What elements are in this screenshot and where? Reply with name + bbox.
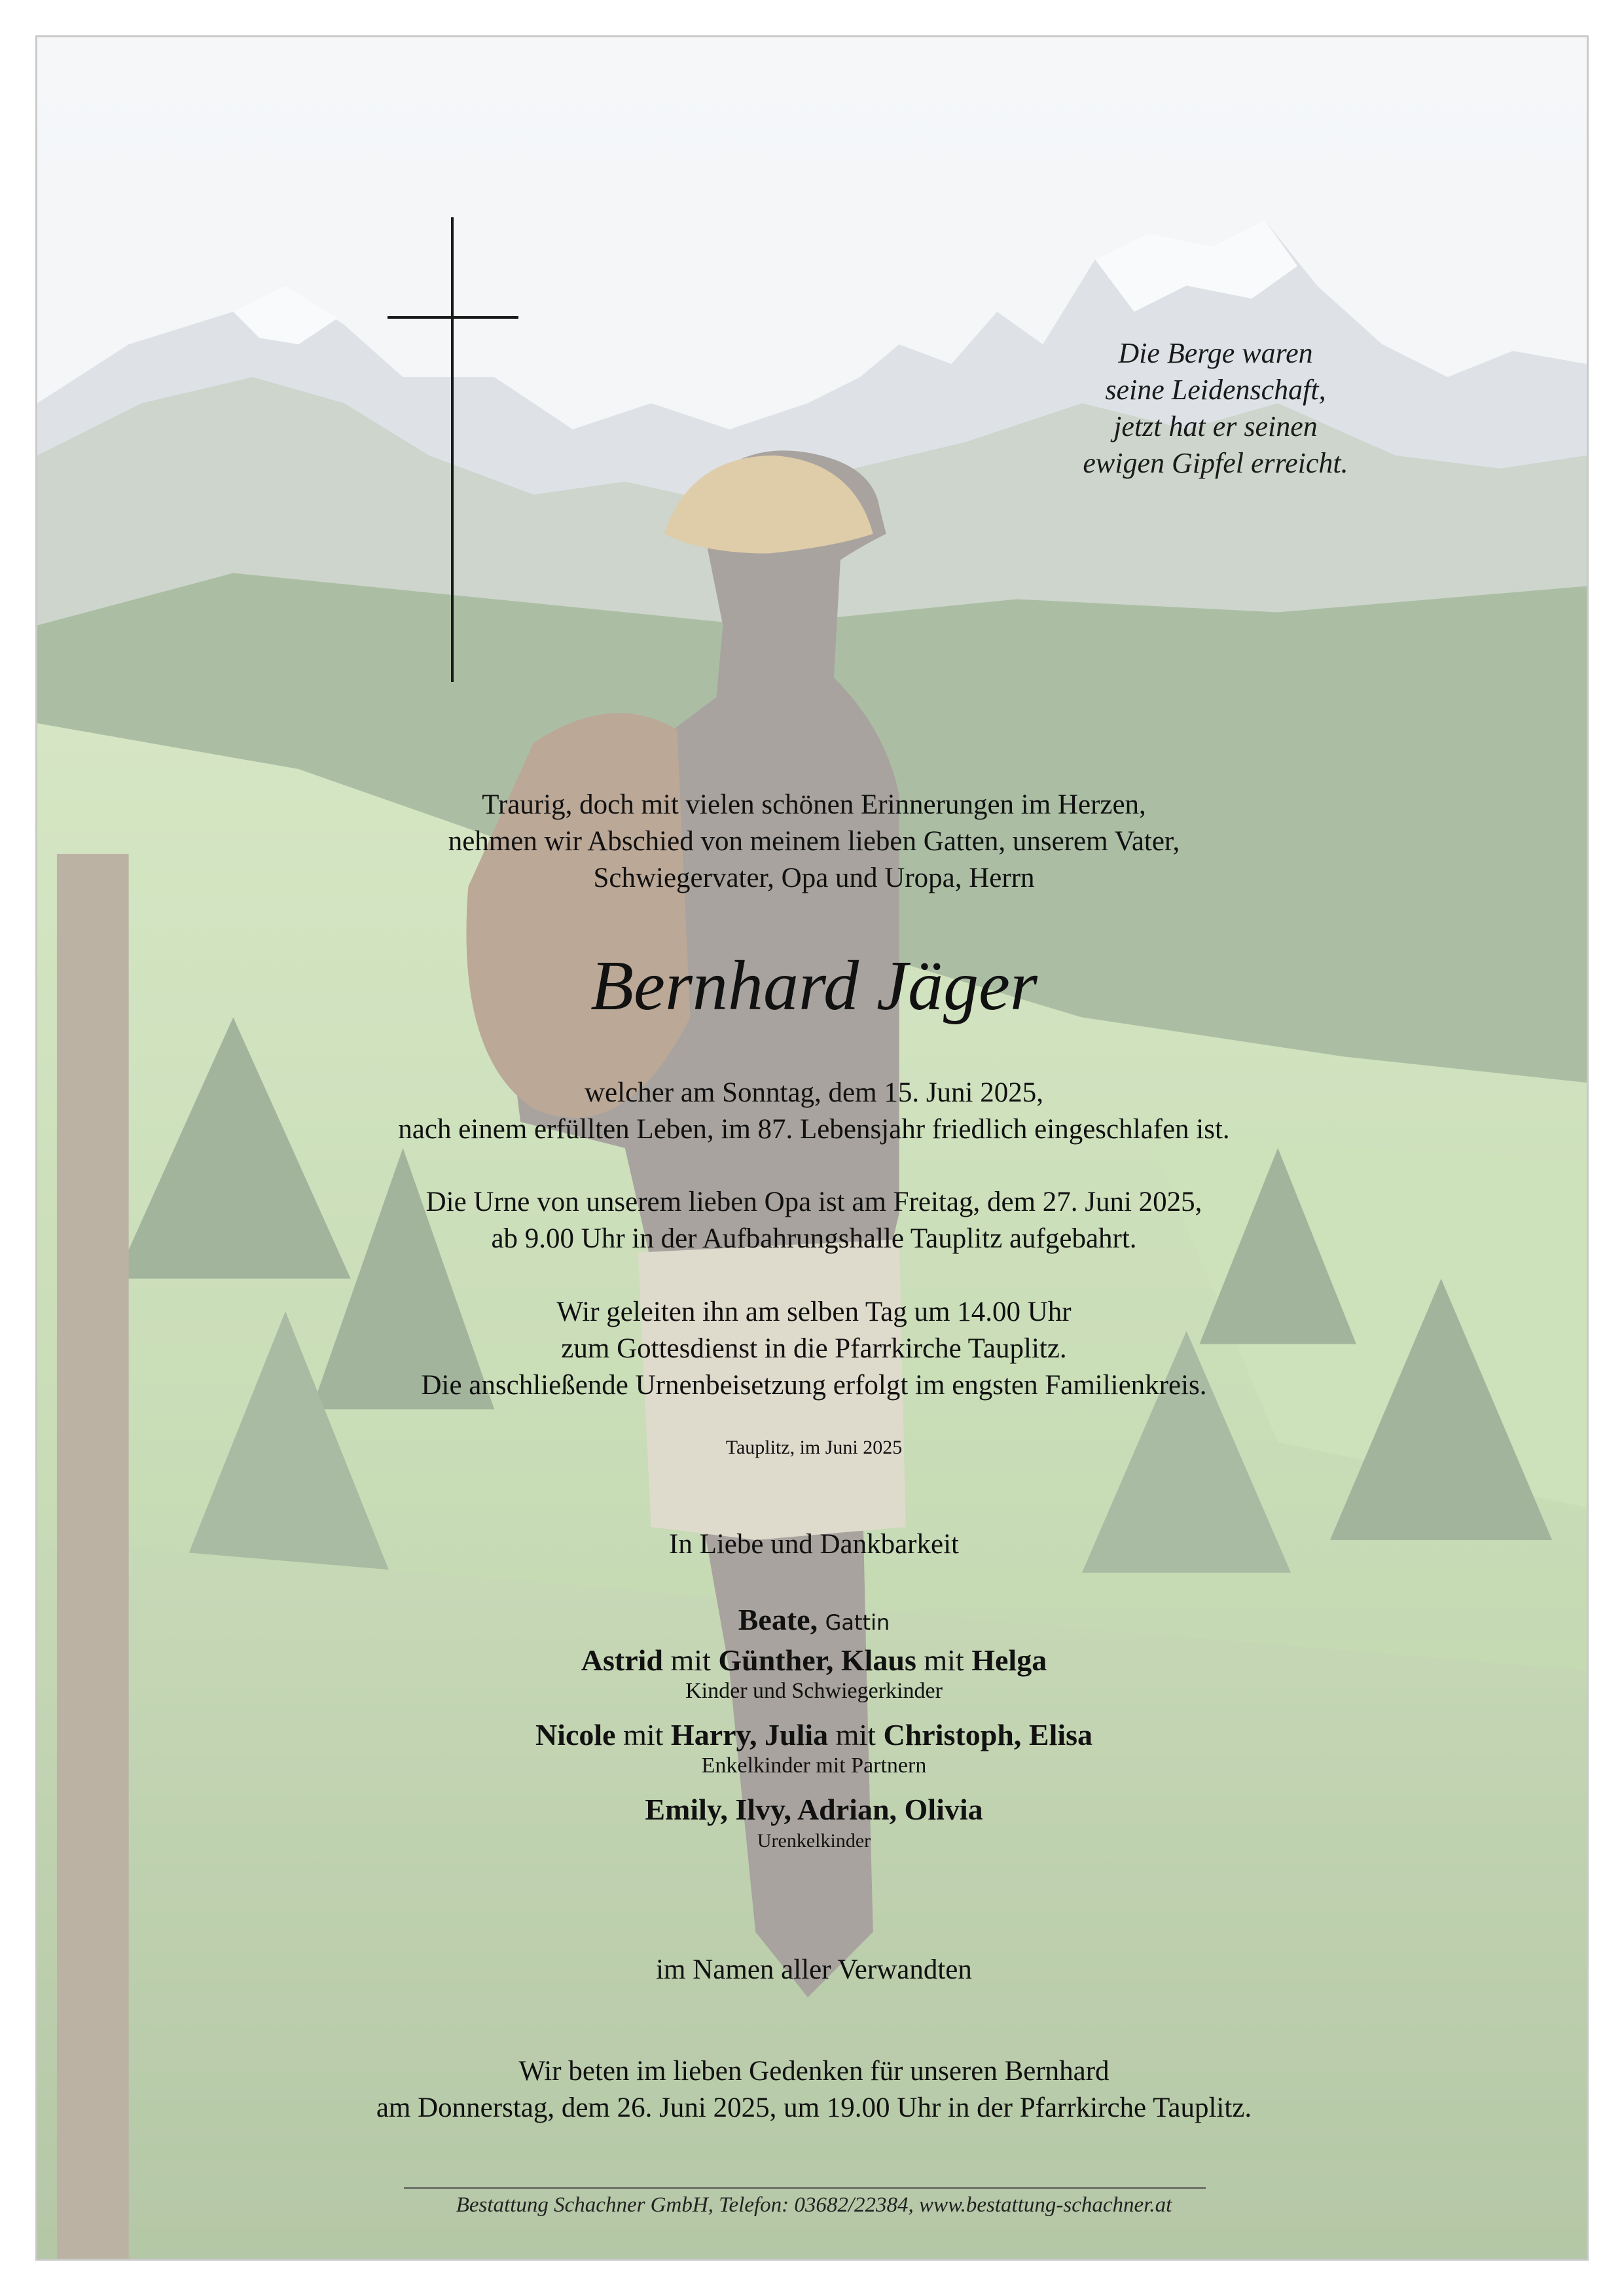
spouse-line bbox=[129, 1602, 1499, 1641]
service-line: Wir geleiten ihn am selben Tag um 14.00 Uhr bbox=[556, 1297, 1072, 1327]
great-grandchildren-role: Urenkelkinder bbox=[757, 1830, 871, 1852]
children-role: Kinder und Schwiegerkinder bbox=[685, 1679, 943, 1703]
footer-divider bbox=[404, 2187, 1206, 2189]
mourners-heading-text: In Liebe und Dankbarkeit bbox=[669, 1529, 959, 1560]
intro-line: Traurig, doch mit vielen schönen Erinnerungen im Herzen, bbox=[482, 789, 1146, 820]
service-line: Die anschließende Urnenbeisetzung erfolgt im engsten Familienkreis. bbox=[421, 1370, 1207, 1401]
cross-icon-horizontal bbox=[388, 316, 518, 319]
death-line: nach einem erfüllten Leben, im 87. Lebensjahr friedlich eingeschlafen ist. bbox=[398, 1114, 1230, 1145]
intro-line: nehmen wir Abschied von meinem lieben Gatten, unserem Vater, bbox=[448, 826, 1180, 857]
prayer-line: Wir beten im lieben Gedenken für unseren Bernhard bbox=[518, 2056, 1110, 2087]
memorial-quote bbox=[1039, 335, 1392, 482]
grandchild-name: Christoph, Elisa bbox=[883, 1718, 1093, 1751]
intro-line: Schwiegervater, Opa und Uropa, Herrn bbox=[593, 863, 1035, 893]
parte-content bbox=[37, 37, 1587, 2259]
connector-text: mit bbox=[670, 1643, 711, 1677]
spouse-role: Gattin bbox=[825, 1610, 890, 1635]
child-name: Helga bbox=[971, 1643, 1047, 1677]
quote-line: jetzt hat er seinen bbox=[1113, 410, 1318, 442]
prayer-notice bbox=[129, 2053, 1499, 2126]
death-line: welcher am Sonntag, dem 15. Juni 2025, bbox=[584, 1077, 1044, 1108]
service-line: zum Gottesdienst in die Pfarrkirche Tauplitz. bbox=[561, 1333, 1067, 1364]
viewing-line: ab 9.00 Uhr in der Aufbahrungshalle Tauplitz aufgebahrt. bbox=[491, 1223, 1137, 1254]
child-name: Günther, Klaus bbox=[718, 1643, 916, 1677]
child-name: Astrid bbox=[581, 1643, 664, 1677]
spouse-name: Beate, bbox=[738, 1603, 818, 1636]
mourners-heading bbox=[129, 1526, 1499, 1563]
service-notice bbox=[129, 1294, 1499, 1404]
quote-line: ewigen Gipfel erreicht. bbox=[1083, 447, 1348, 479]
funeral-home-footer: Bestattung Schachner GmbH, Telefon: 03682/22384, www.bestattung-schachner.at bbox=[456, 2193, 1172, 2217]
viewing-line: Die Urne von unserem lieben Opa ist am Freitag, dem 27. Juni 2025, bbox=[425, 1187, 1202, 1217]
connector-text: mit bbox=[924, 1643, 964, 1677]
quote-line: seine Leidenschaft, bbox=[1105, 374, 1326, 406]
grandchildren-role: Enkelkinder mit Partnern bbox=[701, 1753, 927, 1778]
connector-text: mit bbox=[835, 1718, 876, 1751]
intro-text bbox=[129, 787, 1499, 897]
parte-frame bbox=[35, 35, 1589, 2261]
place-date: Tauplitz, im Juni 2025 bbox=[725, 1437, 903, 1458]
grandchildren-line bbox=[129, 1717, 1499, 1753]
cross-icon-vertical bbox=[451, 217, 454, 682]
connector-text: mit bbox=[623, 1718, 664, 1751]
death-notice bbox=[129, 1075, 1499, 1148]
closing-text: im Namen aller Verwandten bbox=[656, 1954, 972, 1985]
mourners-list bbox=[129, 1602, 1499, 1854]
viewing-notice bbox=[129, 1184, 1499, 1257]
children-line bbox=[129, 1642, 1499, 1679]
great-grandchildren-names: Emily, Ilvy, Adrian, Olivia bbox=[645, 1793, 983, 1826]
deceased-name: Bernhard Jäger bbox=[590, 947, 1038, 1025]
great-grandchildren-line bbox=[129, 1791, 1499, 1828]
closing-line bbox=[129, 1952, 1499, 1988]
prayer-line: am Donnerstag, dem 26. Juni 2025, um 19.00 Uhr in der Pfarrkirche Tauplitz. bbox=[376, 2092, 1252, 2123]
quote-line: Die Berge waren bbox=[1118, 337, 1313, 369]
grandchild-name: Harry, Julia bbox=[670, 1718, 829, 1751]
grandchild-name: Nicole bbox=[535, 1718, 616, 1751]
